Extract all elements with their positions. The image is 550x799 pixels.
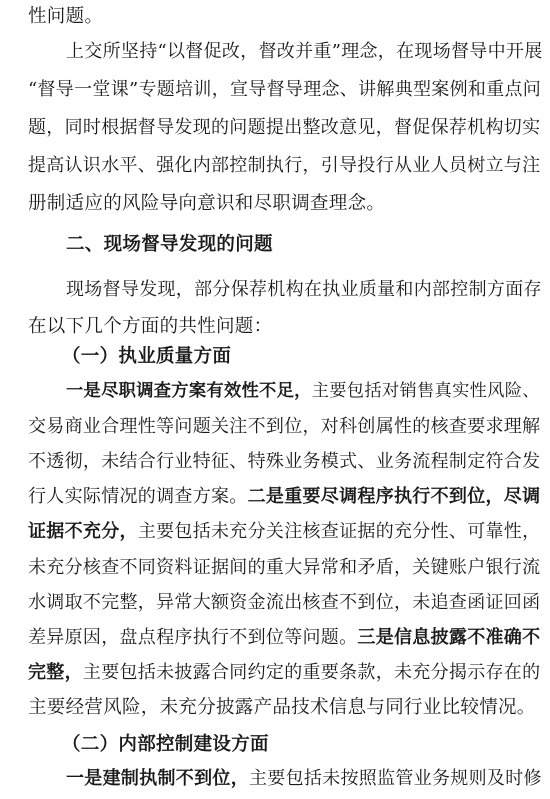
- paragraph-line: 未充分核查不同资料证据间的重大异常和矛盾，关键账户银行流: [28, 557, 541, 578]
- paragraph-line: “督导一堂课”专题培训，宣导督导理念、讲解典型案例和重点问: [28, 79, 542, 100]
- paragraph-line: 上交所坚持“以督促改，督改并重”理念，在现场督导中开展: [66, 41, 543, 62]
- emphasis-text: 一是建制执制不到位，: [66, 768, 249, 789]
- body-text: 差异原因，盘点程序执行不到位等问题。: [28, 627, 358, 648]
- section-heading: 二、现场督导发现的问题: [66, 234, 273, 255]
- paragraph-line: 交易商业合理性等问题关注不到位，对科创属性的核查要求理解: [28, 416, 541, 437]
- emphasis-text: 三是信息披露不准确不: [357, 627, 541, 648]
- paragraph-line: 提高认识水平、强化内部控制执行，引导投行从业人员树立与注: [28, 155, 541, 176]
- subsection-heading: （二）内部控制建设方面: [62, 734, 269, 755]
- paragraph-line: 水调取不完整，异常大额资金流出核查不到位，未追查函证回函: [28, 592, 541, 613]
- subsection-heading: （一）执业质量方面: [62, 346, 232, 367]
- emphasis-text: 完整，: [28, 662, 83, 683]
- emphasis-text: 一是尽职调查方案有效性不足，: [66, 381, 312, 401]
- body-text: 主要包括未充分关注核查证据的充分性、可靠性，: [137, 521, 541, 542]
- emphasis-text: 二是重要尽调程序执行不到位，尽调: [247, 486, 541, 507]
- paragraph-line: 在以下几个方面的共性问题：: [28, 316, 273, 337]
- paragraph-tail: 性问题。: [28, 6, 104, 27]
- paragraph-line: [28, 626, 540, 650]
- paragraph-line: 主要经营风险，未充分披露产品技术信息与同行业比较情况。: [28, 697, 536, 718]
- body-text: 主要包括未披露合同约定的重要条款，未充分揭示存在的: [82, 662, 541, 683]
- paragraph-line: [66, 379, 540, 403]
- body-text: 主要包括未按照监管业务规则及时修: [249, 768, 542, 789]
- body-text: 主要包括对销售真实性风险、: [311, 381, 540, 401]
- paragraph-line: 现场督导发现，部分保荐机构在执业质量和内部控制方面存: [66, 279, 542, 300]
- paragraph-line: [28, 661, 540, 685]
- paragraph-line: [28, 485, 540, 509]
- paragraph-line: 册制适应的风险导向意识和尽职调查理念。: [28, 193, 386, 214]
- paragraph-line: 不透彻，未结合行业特征、特殊业务模式、业务流程制定符合发: [28, 451, 541, 472]
- paragraph-line: [66, 767, 542, 791]
- paragraph-line: [28, 520, 540, 544]
- emphasis-text: 证据不充分，: [28, 521, 138, 542]
- paragraph-line: 题，同时根据督导发现的问题提出整改意见，督促保荐机构切实: [28, 117, 541, 138]
- body-text: 行人实际情况的调查方案。: [28, 486, 248, 507]
